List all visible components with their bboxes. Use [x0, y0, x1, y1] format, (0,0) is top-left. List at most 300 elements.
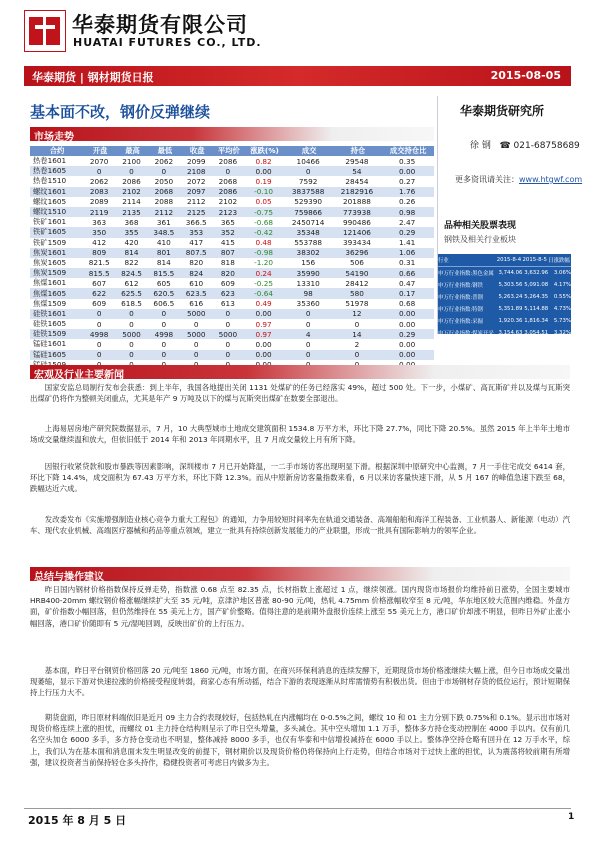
stock-table-cell: 3,054.51 — [524, 330, 549, 336]
market-table-cell: 0.00 — [244, 350, 284, 360]
market-table-row — [30, 350, 434, 360]
market-table-cell: 5000 — [213, 329, 244, 339]
market-table-cell: 0 — [84, 309, 116, 319]
market-table-cell: 35348 — [285, 227, 334, 237]
market-table-cell: 2070 — [89, 156, 109, 166]
market-table-cell: 990486 — [343, 217, 371, 227]
market-table-cell: 529390 — [294, 197, 323, 207]
market-table-cell: 0.47 — [399, 278, 416, 288]
market-table-row — [30, 258, 434, 268]
market-table-cell: 2050 — [154, 176, 174, 186]
market-table-cell: 355 — [116, 227, 148, 237]
market-table-cell: 2.47 — [399, 217, 416, 227]
market-table-cell: -0.75 — [244, 207, 284, 217]
market-table-cell: 822 — [124, 258, 139, 268]
market-table-cell: 36296 — [334, 248, 383, 258]
market-table-cell: 2 — [354, 339, 360, 349]
market-table-cell: 2102 — [116, 187, 148, 197]
market-table-cell: 2099 — [186, 156, 206, 166]
market-table-cell: 350 — [84, 227, 116, 237]
market-table-cell: 820 — [189, 258, 204, 268]
market-table-cell: 0 — [84, 166, 116, 176]
market-table-cell: 814 — [116, 248, 148, 258]
market-table-cell: 2062 — [154, 156, 174, 166]
market-table-cell: 815.5 — [149, 268, 181, 278]
market-table-row — [30, 176, 434, 186]
contract-name-cell: 热卷1605 — [30, 166, 84, 176]
stock-panel-title: 品种相关股票表现 — [444, 221, 517, 231]
market-table-cell: 2114 — [122, 197, 141, 207]
market-table-cell: 29548 — [345, 156, 369, 166]
market-table-cell: 393434 — [343, 238, 371, 248]
market-table-cell: 0.97 — [244, 329, 284, 339]
market-table-cell: 0.31 — [399, 258, 416, 268]
market-table-cell: 415 — [220, 238, 235, 248]
market-table-cell: -0.42 — [244, 227, 284, 237]
market-table-row — [30, 238, 434, 248]
market-table-cell: 5000 — [181, 309, 213, 319]
market-table — [30, 146, 434, 370]
market-table-cell: 818 — [220, 258, 235, 268]
contract-name-cell: 铁矿1601 — [33, 217, 67, 227]
stock-table-row — [438, 327, 571, 339]
macro-paragraph-1: 国家安监总局制行发布会获悉：到上半年，我国各地提出关闭 1131 处煤矿的任务已经落实 49%，超过 500 处。下一步，小煤矿、高瓦斯矿并以及煤与瓦斯突出煤矿仍将作为整顿关闭重点，尤其是年产 9 万吨及以下的煤与瓦斯突出煤矿在数要全部退出。 — [30, 383, 570, 404]
market-table-cell: 0.82 — [255, 156, 272, 166]
market-table-cell: 0 — [116, 309, 148, 319]
stock-table-col-header: 日涨跌幅 — [548, 254, 571, 267]
market-table-cell: 13310 — [296, 278, 320, 288]
stock-table-cell: 3,632.96 — [524, 270, 549, 276]
market-table-cell: 0.26 — [399, 197, 416, 207]
contract-name-cell: 硅铁1605 — [33, 319, 67, 329]
market-table-cell: 0.19 — [255, 176, 272, 186]
market-table-cell: 0.24 — [244, 268, 284, 278]
market-table-cell: 0 — [285, 166, 334, 176]
market-table-col-header: 涨跌(%) — [244, 146, 284, 156]
market-table-cell: 14 — [334, 329, 383, 339]
stock-table-row — [438, 291, 571, 303]
market-table-cell: 2072 — [186, 176, 206, 186]
market-table-cell: 54 — [334, 166, 383, 176]
market-table-cell: 2108 — [181, 166, 213, 176]
industry-name-cell: 申万行业指数:煤炭开采 — [438, 331, 494, 337]
report-title-bar — [24, 66, 571, 86]
market-table-cell: 0.48 — [255, 238, 272, 248]
stock-table-cell: 3.32% — [553, 330, 571, 336]
stock-performance-card — [438, 254, 571, 337]
market-table-cell: 0 — [149, 350, 181, 360]
market-table-cell: 0 — [96, 339, 102, 349]
contract-name-cell: 热卷1510 — [33, 176, 67, 186]
market-table-cell: -0.64 — [244, 288, 284, 298]
company-logo-icon — [24, 10, 66, 52]
market-table-cell: 352 — [213, 227, 244, 237]
market-table-cell: 0 — [285, 309, 334, 319]
market-table-cell: 607 — [92, 278, 107, 288]
stock-table-col-header: 行业 — [438, 254, 497, 267]
market-table-cell: 0.49 — [255, 299, 272, 309]
contract-name-cell: 焦炭1605 — [33, 257, 67, 267]
more-info-label: 更多资讯请关注： — [455, 175, 519, 184]
macro-paragraph-3: 因银行收紧贷款和股市暴跌等因素影响，深圳楼市 7 月已开始降温，一二手市场访客出现明显下滑。根据深圳中原研究中心监测，7 月一手住宅成交 6414 套，环比下降 14.4%，成交面积为 67.43 万平方米，环比下降 12.3%。而从中原新房访客量指数来看，6 月以来访客量快速下滑，从 5 月 167 的峰值急速下跌至 68，跌幅达近六成。 — [30, 462, 570, 494]
stock-panel-subtitle: 钢铁及相关行业板块 — [444, 235, 516, 244]
market-table-cell: 759866 — [285, 207, 334, 217]
market-table-col-header: 最低 — [149, 146, 181, 156]
stock-table-header — [438, 254, 571, 267]
market-table-cell: 0 — [84, 350, 116, 360]
market-table-cell: 0.00 — [382, 166, 434, 176]
stock-table-row — [438, 279, 571, 291]
market-table-cell: 623.5 — [181, 288, 213, 298]
industry-name-cell: 申万行业指数:特钢 — [438, 307, 483, 313]
market-table-cell: 2086 — [218, 156, 238, 166]
market-table-cell: 28412 — [345, 278, 369, 288]
stock-table-row — [438, 303, 571, 315]
market-table-cell: 412 — [92, 238, 107, 248]
contract-name-cell: 硅铁1509 — [30, 329, 84, 339]
market-table-cell: 0 — [129, 319, 134, 329]
market-table-cell: 348.5 — [149, 227, 181, 237]
market-table-cell: 612 — [124, 278, 139, 288]
market-table-cell: 0 — [213, 309, 244, 319]
market-table-cell: 0.29 — [382, 329, 434, 339]
contract-name-cell: 铁矿1605 — [30, 227, 84, 237]
section-macro-title: 宏观及行业主要新闻 — [34, 370, 124, 381]
market-table-cell: 506 — [349, 258, 364, 268]
market-table-cell: 7592 — [298, 176, 318, 186]
market-table-cell: 2182916 — [334, 187, 383, 197]
market-table-cell: 2088 — [154, 197, 174, 207]
market-table-cell: 2135 — [116, 207, 148, 217]
market-table-col-header: 收盘 — [181, 146, 213, 156]
contract-name-cell: 锰硅1601 — [33, 339, 67, 349]
market-table-cell: 0.00 — [382, 350, 434, 360]
market-table-row — [30, 227, 434, 237]
section-market-title: 市场走势 — [34, 132, 74, 143]
market-table-header — [30, 146, 434, 156]
website-link[interactable]: www.htgwf.com — [519, 175, 583, 184]
market-table-cell: 35990 — [285, 268, 334, 278]
market-table-cell: 0.00 — [244, 309, 284, 319]
market-table-row — [30, 197, 434, 207]
market-table-cell: 4998 — [84, 329, 116, 339]
market-table-row — [30, 187, 434, 197]
industry-name-cell: 申万行业指数:黑色金属 — [438, 271, 494, 277]
stock-table-row — [438, 315, 571, 327]
market-table-cell: 5000 — [116, 329, 148, 339]
stock-table-cell: 5,263.24 — [498, 294, 523, 300]
market-table-cell: 38302 — [285, 248, 334, 258]
analyst-name: 徐 钢 — [470, 141, 491, 151]
market-table-cell: 361 — [156, 217, 171, 227]
stock-table-cell: 5,303.56 — [498, 282, 523, 288]
contract-name-cell: 硅铁1601 — [30, 309, 84, 319]
market-table-row — [30, 329, 434, 339]
market-table-cell: 2097 — [181, 187, 213, 197]
market-table-cell: 0 — [161, 319, 167, 329]
stock-table-cell: 3,154.63 — [498, 330, 523, 336]
market-table-cell: 2119 — [84, 207, 116, 217]
market-table-cell: 618.5 — [121, 299, 142, 309]
contract-name-cell: 焦煤1601 — [33, 278, 67, 288]
market-table-cell: 156 — [301, 258, 316, 268]
market-table-cell: 4 — [285, 329, 334, 339]
market-table-wrapper — [30, 146, 434, 370]
market-table-cell: 2102 — [218, 197, 238, 207]
market-table-cell: 365 — [220, 217, 235, 227]
market-table-cell: 98 — [285, 288, 334, 298]
contract-name-cell: 焦炭1509 — [30, 268, 84, 278]
market-table-cell: 0.00 — [244, 166, 284, 176]
market-table-cell: 368 — [124, 217, 139, 227]
stock-table-cell: 1,920.36 — [498, 318, 523, 324]
market-table-cell: 0 — [305, 339, 311, 349]
market-table-cell: 51978 — [345, 299, 369, 309]
market-table-col-header: 成交 — [285, 146, 334, 156]
market-table-cell: 0.66 — [382, 268, 434, 278]
company-name-cn: 华泰期货有限公司 — [72, 13, 248, 37]
market-table-cell: 417 — [189, 238, 204, 248]
market-table-cell: 0.00 — [255, 339, 272, 349]
market-table-cell: 0.00 — [382, 309, 434, 319]
market-table-cell: 0.00 — [399, 339, 416, 349]
market-table-cell: 363 — [92, 217, 107, 227]
market-table-row — [30, 268, 434, 278]
market-table-cell: 10466 — [296, 156, 320, 166]
market-table-cell: 620.5 — [149, 288, 181, 298]
market-table-cell: 0.29 — [382, 227, 434, 237]
market-table-cell: 0.00 — [399, 319, 416, 329]
contract-name-cell: 锰硅1605 — [30, 350, 84, 360]
market-table-cell: 0.97 — [255, 319, 272, 329]
page-number: 1 — [568, 812, 575, 822]
market-table-cell: 4998 — [149, 329, 181, 339]
stock-table-col-header: 2015-8-4 — [497, 254, 523, 267]
market-table-cell: 616 — [189, 299, 204, 309]
contract-name-cell: 焦煤1509 — [33, 298, 67, 308]
footer-date: 2015 年 8 月 5 日 — [28, 814, 127, 827]
market-table-cell: 809 — [84, 248, 116, 258]
market-table-cell: 1.41 — [399, 238, 416, 248]
stock-table-col-header: 2015-8-5 — [522, 254, 548, 267]
market-table-cell: 0.17 — [382, 288, 434, 298]
contract-name-cell: 螺纹1510 — [30, 207, 84, 217]
stock-table-cell: 1,816.34 — [524, 318, 549, 324]
market-table-cell: 2068 — [218, 176, 238, 186]
market-table-cell: 353 — [181, 227, 213, 237]
market-table-cell: 366.5 — [185, 217, 207, 227]
stock-table-cell: 4.17% — [553, 282, 571, 288]
market-table-cell: 580 — [334, 288, 383, 298]
more-info — [455, 174, 582, 185]
market-table-cell: 2112 — [186, 197, 206, 207]
market-table-cell: 824.5 — [116, 268, 148, 278]
section-macro-header — [30, 365, 570, 379]
stock-table-cell: 3.06% — [553, 270, 571, 276]
market-table-cell: 2083 — [84, 187, 116, 197]
market-table-cell: 610 — [189, 278, 204, 288]
market-table-cell: 613 — [220, 299, 235, 309]
industry-name-cell: 申万行业指数:采掘 — [438, 319, 483, 325]
market-table-cell: 807.5 — [181, 248, 213, 258]
market-table-cell: 609 — [92, 299, 107, 309]
market-table-cell: 0 — [354, 319, 360, 329]
market-table-cell: 2089 — [89, 197, 109, 207]
market-table-cell: 201888 — [343, 197, 371, 207]
stock-table-cell: 5,114.88 — [524, 306, 549, 312]
report-title: 华泰期货 | 钢材期货日报 — [32, 71, 154, 84]
industry-name-cell: 申万行业指数:普钢 — [438, 295, 483, 301]
market-table-row — [30, 309, 434, 319]
market-table-cell: 553788 — [294, 238, 323, 248]
stock-table-cell: 5,264.35 — [524, 294, 549, 300]
market-table-cell: 2086 — [122, 176, 141, 186]
stock-table-cell: 4.73% — [553, 306, 571, 312]
contract-name-cell: 焦煤1605 — [30, 288, 84, 298]
institute-name: 华泰期货研究所 — [460, 104, 545, 118]
market-table-cell: 0 — [334, 350, 383, 360]
stock-table-row — [438, 267, 571, 280]
market-table-cell: 0 — [213, 166, 244, 176]
market-table-row — [30, 207, 434, 217]
analyst-phone: ☎ 021-68758689 — [499, 141, 580, 151]
market-table-cell: 0 — [225, 319, 231, 329]
market-table-row — [30, 166, 434, 176]
market-table-cell: 0 — [225, 339, 231, 349]
market-table-cell: 824 — [181, 268, 213, 278]
section-market-header — [30, 127, 434, 141]
market-table-col-header: 成交持仓比 — [382, 146, 434, 156]
page-headline: 基本面不改，钢价反弹继续 — [30, 103, 211, 121]
summary-paragraph-3: 期货盘面，昨日原材料端依旧是近月 09 主力合约表现较好，包括热轧在内涨幅均在 0-0.5%之间，螺纹 10 和 01 主力分别下跌 0.75%和 0.1%。显示出市场对现货价格连续上涨的担忧，而螺纹 01 主力持仓结构则呈示了昨日空头增量，多头减仓。其中空头增加 1.1 万手，整体多方持仓变动控制在 4000 手以内。仅有前几名空头加仓 6000 多手，多方持仓变动也不明显，整体减持 8000 多手，也仅有华泰和中信增投减持在 6000 手以上。整体净空持仓略有回升在 12 万手水平，综上，我们认为在基本面和消息面未发生明显改变的前提下，钢材期价以及现货价格仍将保持向上行走势，但结合市场对于过快上涨的担忧，认为震荡将较前期有所增强，建议投资者当前保持轻仓多头持作，稳健投资者可考虑日内做多为主。 — [30, 713, 570, 767]
market-table-row — [30, 248, 434, 258]
market-table-cell: -0.10 — [244, 187, 284, 197]
market-table-cell: 121406 — [334, 227, 383, 237]
market-table-cell: 1.76 — [382, 187, 434, 197]
market-table-row — [30, 156, 434, 166]
market-table-row — [30, 339, 434, 349]
analyst-info — [470, 138, 580, 151]
market-table-cell: 0 — [181, 350, 213, 360]
market-table-cell: 807 — [213, 248, 244, 258]
market-table-cell: 54190 — [334, 268, 383, 278]
market-table-cell: -1.20 — [254, 258, 273, 268]
market-table-cell: 0.05 — [255, 197, 272, 207]
market-table-cell: 0 — [149, 309, 181, 319]
market-table-cell: 0 — [129, 339, 134, 349]
market-table-cell: 623 — [213, 288, 244, 298]
stock-table-cell: 5.73% — [553, 318, 571, 324]
market-table-cell: 0 — [116, 350, 148, 360]
market-table-cell: 0 — [213, 350, 244, 360]
stock-table — [438, 254, 571, 339]
market-table-col-header: 持仓 — [334, 146, 383, 156]
market-table-cell: 801 — [149, 248, 181, 258]
market-table-cell: 2062 — [89, 176, 109, 186]
market-table-row — [30, 319, 434, 329]
contract-name-cell: 螺纹1605 — [33, 196, 67, 206]
stock-table-cell: 3,744.06 — [498, 270, 523, 276]
market-table-cell: 3837588 — [285, 187, 334, 197]
market-table-cell: 0.98 — [382, 207, 434, 217]
market-table-cell: 2086 — [213, 187, 244, 197]
contract-name-cell: 铁矿1509 — [33, 237, 67, 247]
macro-paragraph-4: 发改委发布《实施增强制造业核心竞争力重大工程包》的通知，力争用较短时间率先在轨道交通装备、高端船舶和海洋工程装备、工业机器人、新能源（电动）汽车、现代农业机械、高端医疗器械和药品等重点领域，建立一批具有持续创新发展能力的产业联盟，形成一批具有国际影响力的领军企业。 — [30, 515, 570, 536]
market-table-cell: 28454 — [345, 176, 369, 186]
market-table-cell: 814 — [156, 258, 171, 268]
market-table-cell: 2068 — [149, 187, 181, 197]
market-table-cell: 0.27 — [399, 176, 416, 186]
market-table-row — [30, 217, 434, 227]
market-table-row — [30, 288, 434, 298]
market-table-cell: 2125 — [181, 207, 213, 217]
market-table-cell: 2123 — [213, 207, 244, 217]
market-table-cell: 0 — [285, 350, 334, 360]
market-table-cell: -0.68 — [254, 217, 273, 227]
market-table-cell: 0 — [193, 339, 199, 349]
report-date: 2015-08-05 — [490, 69, 561, 82]
market-table-row — [30, 299, 434, 309]
company-name-en: HUATAI FUTURES CO., LTD. — [73, 36, 262, 49]
market-table-col-header: 平均价 — [213, 146, 244, 156]
market-table-cell: 0 — [96, 319, 102, 329]
contract-name-cell: 热卷1601 — [33, 156, 67, 166]
contract-name-cell: 螺纹1601 — [30, 187, 84, 197]
summary-paragraph-1: 昨日国内钢材价格指数保持反弹走势，指数涨 0.68 点至 82.35 点，长材指数上涨超过 1 点，继续领涨。国内现货市场报价均维持前日涨势，全国主要城市 HRB400-20mm 螺纹钢价格涨幅继续扩大至 35 元/吨，京津沪地区普涨 80-90 元/吨，热轧 4.75mm 价格涨幅收窄至 8 元/吨，华东地区较大范围内维稳。外盘方面，矿价指数小幅回落，但仍然维持在 55 美元上方，国产矿价整略。值得注意的是前期外盘报价连续上涨至 55 美元上方，港口矿价却涨不明显，但昨日外矿止涨小幅回落，港口矿价随即有 5 元/湿吨回调，反映出矿价的上行压力。 — [30, 585, 570, 628]
market-table-cell: 0.68 — [399, 299, 416, 309]
market-table-col-header: 合约 — [30, 146, 84, 156]
industry-name-cell: 申万行业指数:钢铁 — [438, 283, 483, 289]
market-table-cell: 0 — [305, 319, 311, 329]
market-table-cell: 622 — [84, 288, 116, 298]
market-table-cell: 1.06 — [382, 248, 434, 258]
market-table-cell: 815.5 — [84, 268, 116, 278]
market-table-cell: 625.5 — [116, 288, 148, 298]
macro-paragraph-2: 上海易居房地产研究院数据显示，7 月，10 大典型城市土地成交建筑面积 1534.8 万平方米，环比下降 27.7%，同比下降 20.5%。虽然 2015 年上半年土地市场成交量继续温和放大，但依旧低于 2014 年和 2013 年同期水平，且 7 月成交量较上月有所下降。 — [30, 424, 570, 445]
market-table-cell: 0 — [116, 166, 148, 176]
market-table-cell: -0.25 — [254, 278, 273, 288]
market-table-cell: 821.5 — [88, 258, 110, 268]
section-summary-title: 总结与操作建议 — [34, 572, 104, 583]
market-table-cell: 609 — [220, 278, 235, 288]
contract-name-cell: 焦炭1601 — [30, 248, 84, 258]
market-table-cell: -0.98 — [244, 248, 284, 258]
market-table-cell: 35360 — [296, 299, 320, 309]
market-table-cell: 2450714 — [291, 217, 325, 227]
stock-table-cell: 0.55% — [553, 294, 571, 300]
market-table-cell: 0.35 — [399, 156, 416, 166]
market-table-cell: 5000 — [181, 329, 213, 339]
market-table-cell: 820 — [213, 268, 244, 278]
market-table-cell: 0 — [149, 166, 181, 176]
market-table-cell: 773938 — [334, 207, 383, 217]
section-summary-header — [30, 567, 570, 581]
stock-table-cell: 5,351.89 — [498, 306, 523, 312]
market-table-cell: 605 — [156, 278, 171, 288]
market-table-cell: 0 — [193, 319, 199, 329]
footer-divider — [24, 808, 571, 809]
stock-table-cell: 5,091.08 — [524, 282, 549, 288]
market-table-cell: 2112 — [149, 207, 181, 217]
market-table-cell: 410 — [156, 238, 171, 248]
market-table-cell: 606.5 — [153, 299, 175, 309]
market-table-row — [30, 278, 434, 288]
market-table-col-header: 最高 — [116, 146, 148, 156]
market-table-cell: 420 — [124, 238, 139, 248]
market-table-cell: 12 — [334, 309, 383, 319]
market-table-cell: 2100 — [122, 156, 141, 166]
market-table-cell: 0 — [161, 339, 167, 349]
